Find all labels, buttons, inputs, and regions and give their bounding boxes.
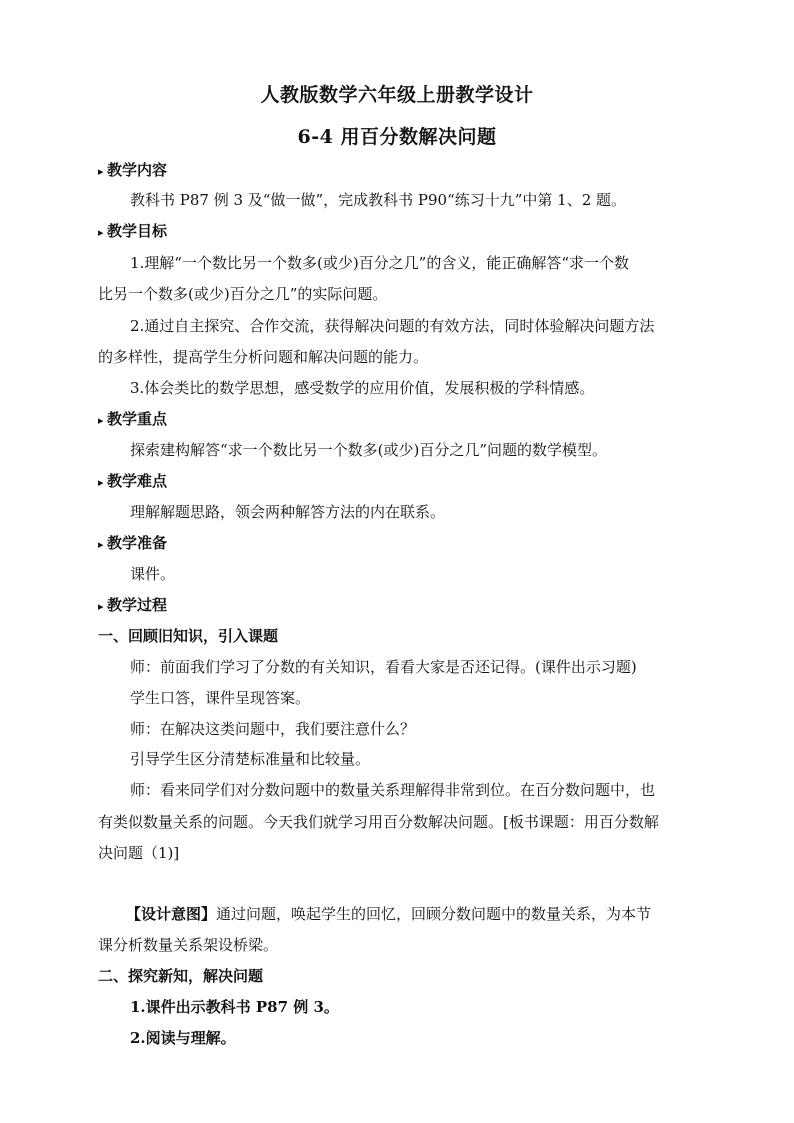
- triangle-bullet-icon: ▸: [98, 476, 104, 489]
- design-intent-line-1: 【设计意图】通过问题，唤起学生的回忆，回顾分数问题中的数量关系，为本节: [126, 905, 652, 923]
- process-paragraph-5-line-2: 有类似数量关系的问题。今天我们就学习用百分数解决问题。[板书课题：用百分数解: [98, 813, 659, 831]
- step-1: 1.课件出示教科书 P87 例 3。: [130, 998, 339, 1016]
- goal-1-line-2: 比另一个数多(或少)百分之几”的实际问题。: [98, 285, 388, 303]
- document-title: 人教版数学六年级上册教学设计: [260, 84, 534, 106]
- section-heading-process: ▸ 教学过程: [98, 595, 698, 617]
- section-heading-difficulty: ▸ 教学难点: [98, 471, 698, 493]
- goal-1-line-1: 1.理解“一个数比另一个数多(或少)百分之几”的含义，能正确解答“求一个数: [130, 254, 630, 272]
- goal-2-line-1: 2.通过自主探究、合作交流，获得解决问题的有效方法，同时体验解决问题方法: [130, 317, 655, 335]
- section-heading-goals: ▸ 教学目标: [98, 221, 698, 243]
- step-2: 2.阅读与理解。: [130, 1029, 236, 1047]
- process-paragraph-3: 师：在解决这类问题中，我们要注意什么？: [130, 720, 416, 738]
- content-text: 教科书 P87 例 3 及“做一做”，完成教科书 P90“练习十九”中第 1、2 题。: [130, 191, 627, 209]
- triangle-bullet-icon: ▸: [98, 165, 104, 178]
- goal-3: 3.体会类比的数学思想，感受数学的应用价值，发展积极的学科情感。: [130, 379, 595, 397]
- part-1-heading: 一、回顾旧知识，引入课题: [98, 627, 279, 645]
- section-heading-prep: ▸ 教学准备: [98, 533, 698, 555]
- section-heading-content: ▸ 教学内容: [98, 160, 698, 182]
- key-text: 探索建构解答“求一个数比另一个数多(或少)百分之几”问题的数学模型。: [130, 441, 608, 459]
- design-intent-line-2: 课分析数量关系架设桥梁。: [98, 936, 279, 954]
- part-2-heading: 二、探究新知，解决问题: [98, 967, 264, 985]
- process-paragraph-2: 学生口答，课件呈现答案。: [130, 689, 311, 707]
- difficulty-text: 理解解题思路，领会两种解答方法的内在联系。: [130, 503, 446, 521]
- process-paragraph-1: 师：前面我们学习了分数的有关知识，看看大家是否还记得。(课件出示习题): [130, 658, 637, 676]
- section-heading-key: ▸ 教学重点: [98, 409, 698, 431]
- prep-text: 课件。: [130, 565, 176, 583]
- triangle-bullet-icon: ▸: [98, 226, 104, 239]
- process-paragraph-5-line-3: 决问题（1)]: [98, 844, 180, 862]
- design-intent-label: 【设计意图】: [126, 905, 217, 923]
- triangle-bullet-icon: ▸: [98, 538, 104, 551]
- triangle-bullet-icon: ▸: [98, 414, 104, 427]
- process-paragraph-5-line-1: 师：看来同学们对分数问题中的数量关系理解得非常到位。在百分数问题中，也: [130, 781, 656, 799]
- goal-2-line-2: 的多样性，提高学生分析问题和解决问题的能力。: [98, 348, 429, 366]
- triangle-bullet-icon: ▸: [98, 600, 104, 613]
- lesson-title: 6-4 用百分数解决问题: [297, 126, 497, 148]
- process-paragraph-4: 引导学生区分清楚标准量和比较量。: [130, 750, 371, 768]
